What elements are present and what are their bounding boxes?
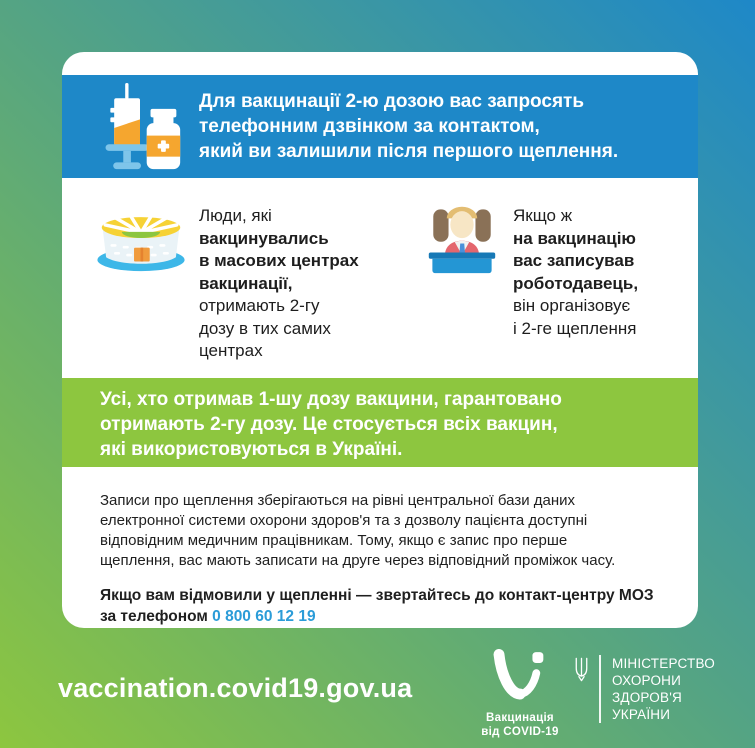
syringe-and-vial-icon (92, 83, 188, 171)
banner-line: Усі, хто отримав 1-шу дозу вакцини, гарантовано (100, 389, 562, 410)
guarantee-banner (62, 378, 698, 467)
banner-line: які використовуються в Україні. (100, 439, 403, 460)
banner-line: отримають 2-гу дозу. Це стосується всіх вакцин, (100, 414, 558, 435)
column-line: отримають 2-гу (199, 296, 320, 315)
vaccination-campaign-logo (462, 649, 578, 739)
paragraph-line: відповідним медичним працівникам. Тому, якщо є запис про перше (100, 532, 568, 549)
mass-centers-column (62, 178, 392, 378)
employer-text (513, 204, 638, 378)
column-line: роботодавець, (513, 273, 639, 293)
column-line: центрах (199, 341, 263, 360)
paragraph-line: щеплення, вас мають записати на друге через відповідний проміжок часу. (100, 552, 616, 569)
contact-line: Якщо вам відмовили у щепленні — звертайтесь до контакт-центру МОЗ (100, 587, 654, 604)
paragraph-line: електронної системи охорони здоров'я та з дозволу пацієнта доступні (100, 512, 588, 529)
caption-line: від COVID-19 (481, 725, 559, 738)
info-section (62, 467, 698, 627)
logo-divider (599, 655, 601, 723)
contact-note (100, 585, 668, 627)
vaccination-v-icon (492, 649, 548, 705)
ministry-line: ОХОРОНИ (612, 673, 682, 688)
employer-column (392, 178, 638, 378)
header-line: який ви залишили після першого щеплення. (199, 141, 619, 162)
column-line: і 2-ге щеплення (513, 318, 637, 338)
column-line: Якщо ж (513, 206, 573, 225)
employer-desk-icon (425, 204, 499, 378)
content-card (62, 52, 698, 628)
caption-line: Вакцинація (486, 712, 554, 724)
header-text (199, 89, 618, 164)
two-column-section (62, 178, 698, 378)
ministry-logo-text (612, 655, 715, 723)
column-line: вакцинації, (199, 273, 293, 293)
paragraph-line: Записи про щеплення зберігаються на рівні центральної бази даних (100, 492, 575, 509)
mass-centers-text (199, 204, 359, 378)
campaign-logo-caption (462, 712, 578, 739)
column-line: Люди, які (199, 206, 272, 225)
header-banner (62, 75, 698, 178)
column-line: вакцинувались (199, 228, 329, 248)
contact-line (100, 606, 668, 627)
tryzub-icon (573, 656, 590, 688)
ministry-line: МІНІСТЕРСТВО (612, 656, 715, 671)
header-line: Для вакцинації 2-ю дозою вас запросять (199, 91, 585, 112)
hotline-phone-number[interactable]: 0 800 60 12 19 (212, 608, 316, 625)
ministry-line: УКРАЇНИ (612, 707, 671, 722)
column-line: вас записував (513, 251, 635, 270)
header-line: телефонним дзвінком за контактом, (199, 116, 540, 137)
ministry-line: ЗДОРОВ'Я (612, 690, 682, 705)
records-paragraph (100, 491, 668, 571)
website-url[interactable]: vaccination.covid19.gov.ua (58, 673, 413, 703)
column-line: в масових центрах (199, 251, 359, 270)
column-line: на вакцинацію (513, 228, 636, 248)
column-line: дозу в тих самих (199, 318, 331, 338)
stadium-icon (93, 204, 189, 378)
contact-phone-prefix: за телефоном (100, 608, 208, 625)
column-line: він організовує (513, 296, 631, 315)
